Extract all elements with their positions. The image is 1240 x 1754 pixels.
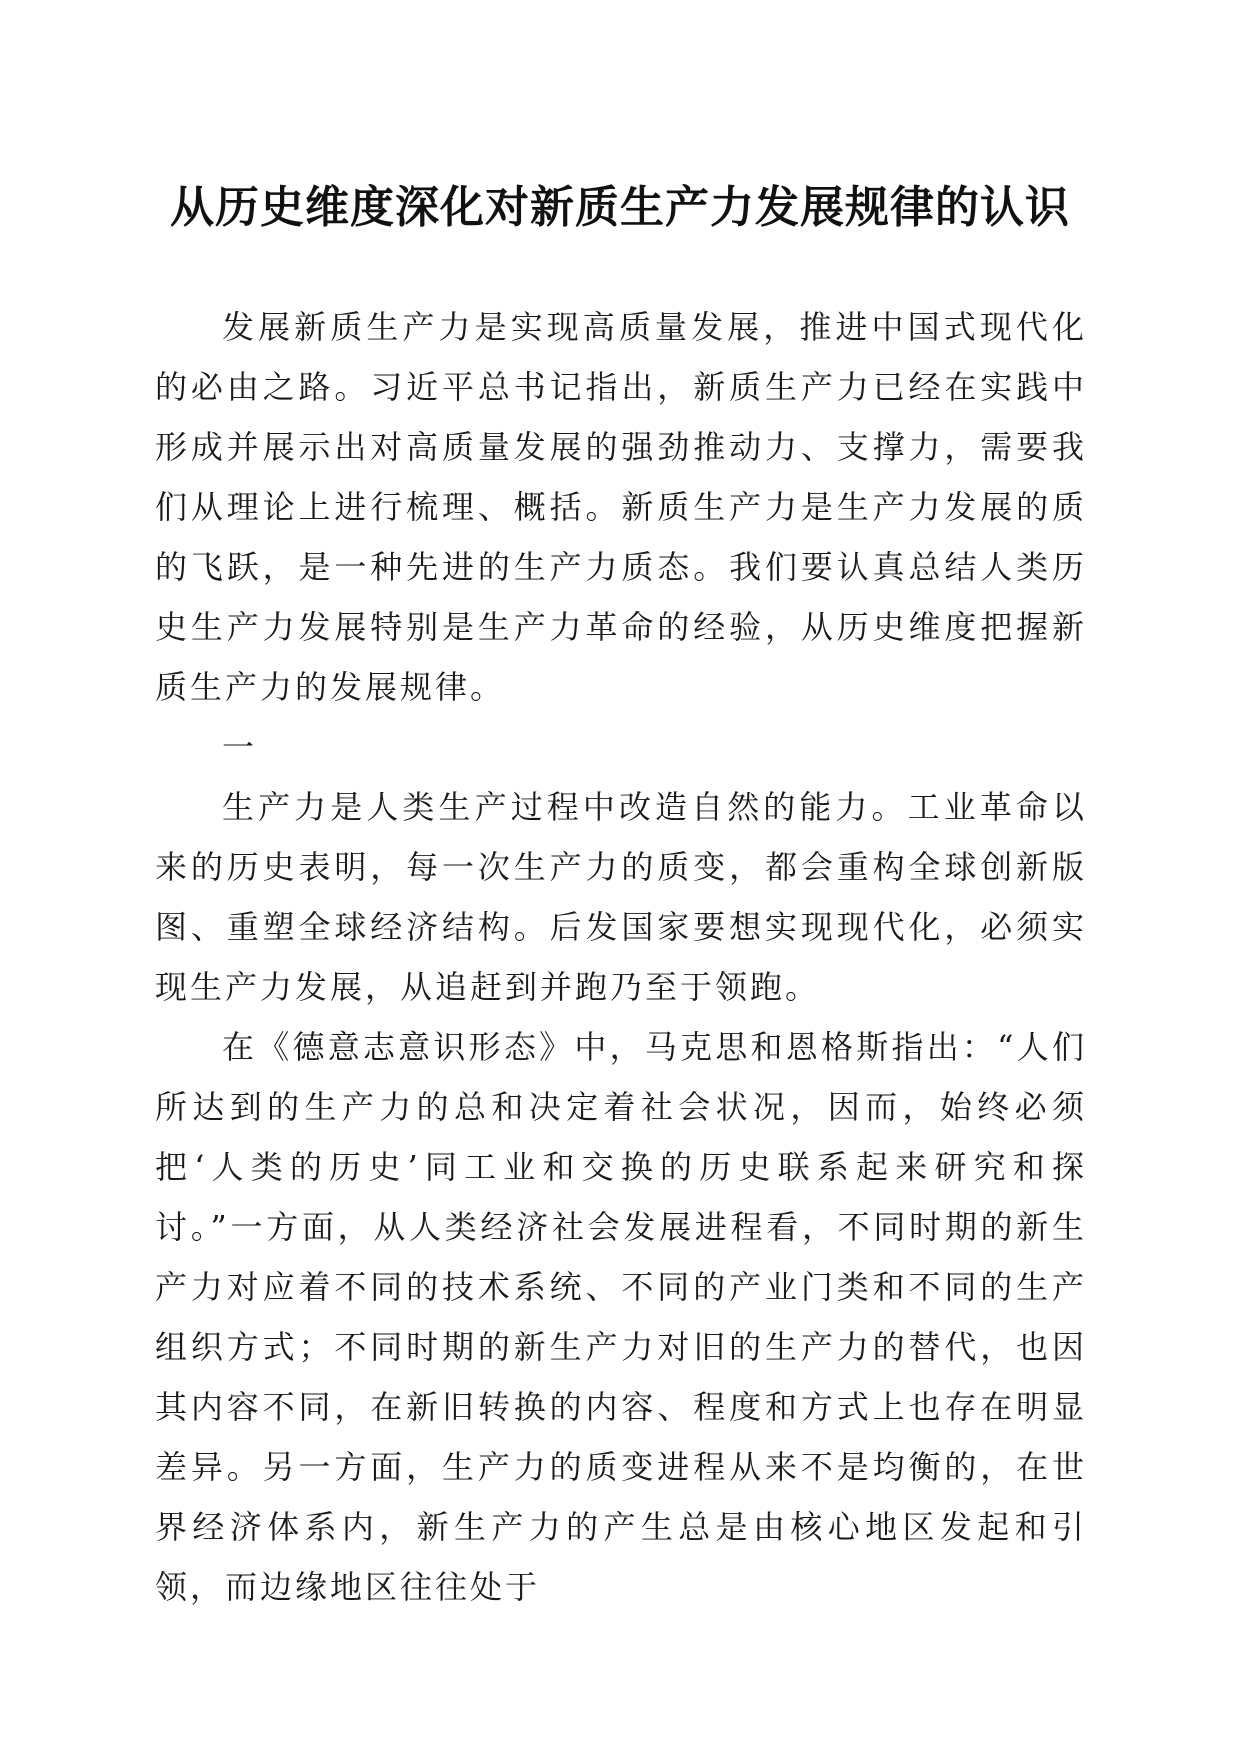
document-body xyxy=(155,297,1087,1617)
paragraph-intro: 发展新质生产力是实现高质量发展，推进中国式现代化的必由之路。习近平总书记指出，新质生产力已经在实践中形成并展示出对高质量发展的强劲推动力、支撑力，需要我们从理论上进行梳理、概括。新质生产力是生产力发展的质的飞跃，是一种先进的生产力质态。我们要认真总结人类历史生产力发展特别是生产力革命的经验，从历史维度把握新质生产力的发展规律。 xyxy=(155,308,1087,706)
document-title: 从历史维度深化对新质生产力发展规律的认识 xyxy=(170,182,1070,233)
section-number: 一 xyxy=(222,728,258,766)
paragraph-marx-engels: 在《德意志意识形态》中，马克思和恩格斯指出：“人们所达到的生产力的总和决定着社会状况，因而，始终必须把‘人类的历史’同工业和交换的历史联系起来研究和探讨。”一方面，从人类经济社会发展进程看，不同时期的新生产力对应着不同的技术系统、不同的产业门类和不同的生产组织方式；不同时期的新生产力对旧的生产力的替代，也因其内容不同，在新旧转换的内容、程度和方式上也存在明显差异。另一方面，生产力的质变进程从来不是均衡的，在世界经济体系内，新生产力的产生总是由核心地区发起和引领，而边缘地区往往处于 xyxy=(155,1028,1087,1606)
paragraph-productivity: 生产力是人类生产过程中改造自然的能力。工业革命以来的历史表明，每一次生产力的质变，都会重构全球创新版图、重塑全球经济结构。后发国家要想实现现代化，必须实现生产力发展，从追赶到并跑乃至于领跑。 xyxy=(155,788,1087,1006)
